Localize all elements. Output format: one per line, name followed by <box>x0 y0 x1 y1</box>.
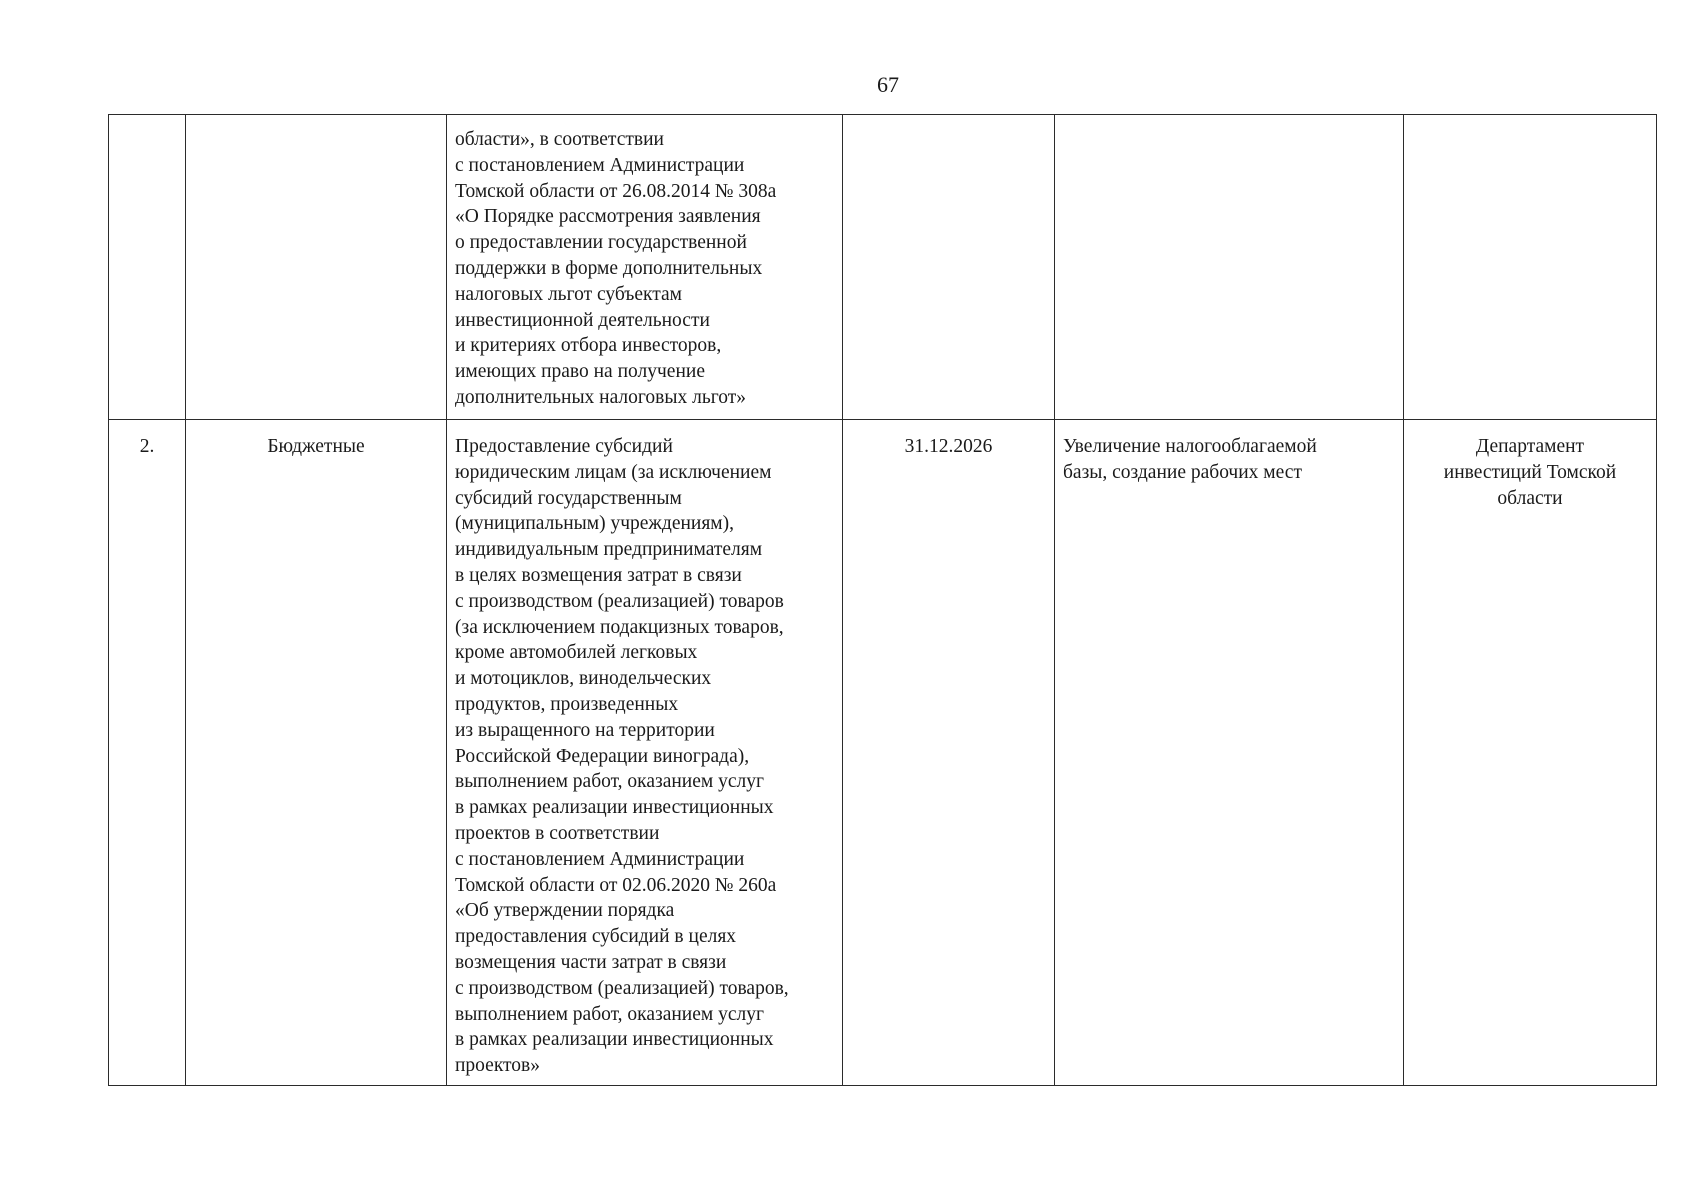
text-line: с производством (реализацией) товаров, <box>455 977 789 999</box>
text-line: (муниципальным) учреждениям), <box>455 513 735 535</box>
text-line: области <box>1497 487 1563 509</box>
text-line: с производством (реализацией) товаров <box>455 590 784 612</box>
text-line: Увеличение налогооблагаемой <box>1063 436 1317 457</box>
goal-text <box>1055 420 1403 492</box>
text-line: Департамент <box>1475 436 1585 457</box>
text-line: дополнительных налоговых льгот» <box>455 386 747 408</box>
text-line: из выращенного на территории <box>455 719 715 741</box>
text-line: в рамках реализации инвестиционных <box>455 1029 774 1051</box>
text-line: индивидуальным предпринимателям <box>455 539 763 561</box>
text-line: выполнением работ, оказанием услуг <box>455 771 764 793</box>
table-row-2 <box>109 420 1657 1086</box>
cell-type <box>186 420 447 1086</box>
cell-date <box>843 115 1055 420</box>
text-line: в целях возмещения затрат в связи <box>455 564 742 586</box>
text-line: Томской области от 26.08.2014 № 308а <box>455 180 777 202</box>
text-line: инвестиций Томской <box>1443 461 1617 483</box>
text-line: Томской области от 02.06.2020 № 260а <box>455 874 777 896</box>
expenditure-type: Бюджетные <box>267 436 365 457</box>
cell-type <box>186 115 447 420</box>
table-row-continuation <box>109 115 1657 420</box>
text-line: Предоставление субсидий <box>455 436 673 457</box>
text-line: о предоставлении государственной <box>455 232 747 254</box>
cell-number <box>109 115 186 420</box>
measures-table <box>108 114 1657 1086</box>
text-line: и мотоциклов, винодельческих <box>455 668 712 690</box>
text-line: возмещения части затрат в связи <box>455 951 727 973</box>
text-line: поддержки в форме дополнительных <box>455 257 763 279</box>
cell-goal <box>1055 115 1404 420</box>
text-line: продуктов, произведенных <box>455 693 679 715</box>
text-line: проектов в соответствии <box>455 822 660 844</box>
description-text <box>447 115 842 415</box>
cell-date <box>843 420 1055 1086</box>
text-line: предоставления субсидий в целях <box>455 926 737 948</box>
text-line: с постановлением Администрации <box>455 154 745 176</box>
row-number: 2. <box>139 436 155 457</box>
text-line: «Об утверждении порядка <box>455 900 675 922</box>
cell-number <box>109 420 186 1086</box>
cell-goal <box>1055 420 1404 1086</box>
cell-department <box>1404 420 1657 1086</box>
text-line: имеющих право на получение <box>455 361 705 383</box>
text-line: (за исключением подакцизных товаров, <box>455 616 784 638</box>
cell-description <box>447 115 843 420</box>
page-number: 67 <box>877 72 899 97</box>
text-line: налоговых льгот субъектам <box>455 283 683 305</box>
text-line: и критериях отбора инвесторов, <box>455 335 722 357</box>
cell-department <box>1404 115 1657 420</box>
responsible-department <box>1404 420 1656 517</box>
text-line: инвестиционной деятельности <box>455 309 710 331</box>
text-line: проектов» <box>455 1055 541 1077</box>
text-line: юридическим лицам (за исключением <box>455 461 772 483</box>
deadline-date: 31.12.2026 <box>904 436 993 457</box>
text-line: базы, создание рабочих мест <box>1063 461 1302 483</box>
description-text <box>447 420 842 1085</box>
text-line: выполнением работ, оказанием услуг <box>455 1003 764 1025</box>
text-line: субсидий государственным <box>455 487 682 509</box>
text-line: с постановлением Администрации <box>455 848 745 870</box>
text-line: в рамках реализации инвестиционных <box>455 797 774 819</box>
cell-description <box>447 420 843 1086</box>
text-line: Российской Федерации винограда), <box>455 745 750 767</box>
text-line: кроме автомобилей легковых <box>455 642 698 664</box>
text-line: «О Порядке рассмотрения заявления <box>455 206 761 228</box>
text-line: области», в соответствии <box>455 129 664 150</box>
